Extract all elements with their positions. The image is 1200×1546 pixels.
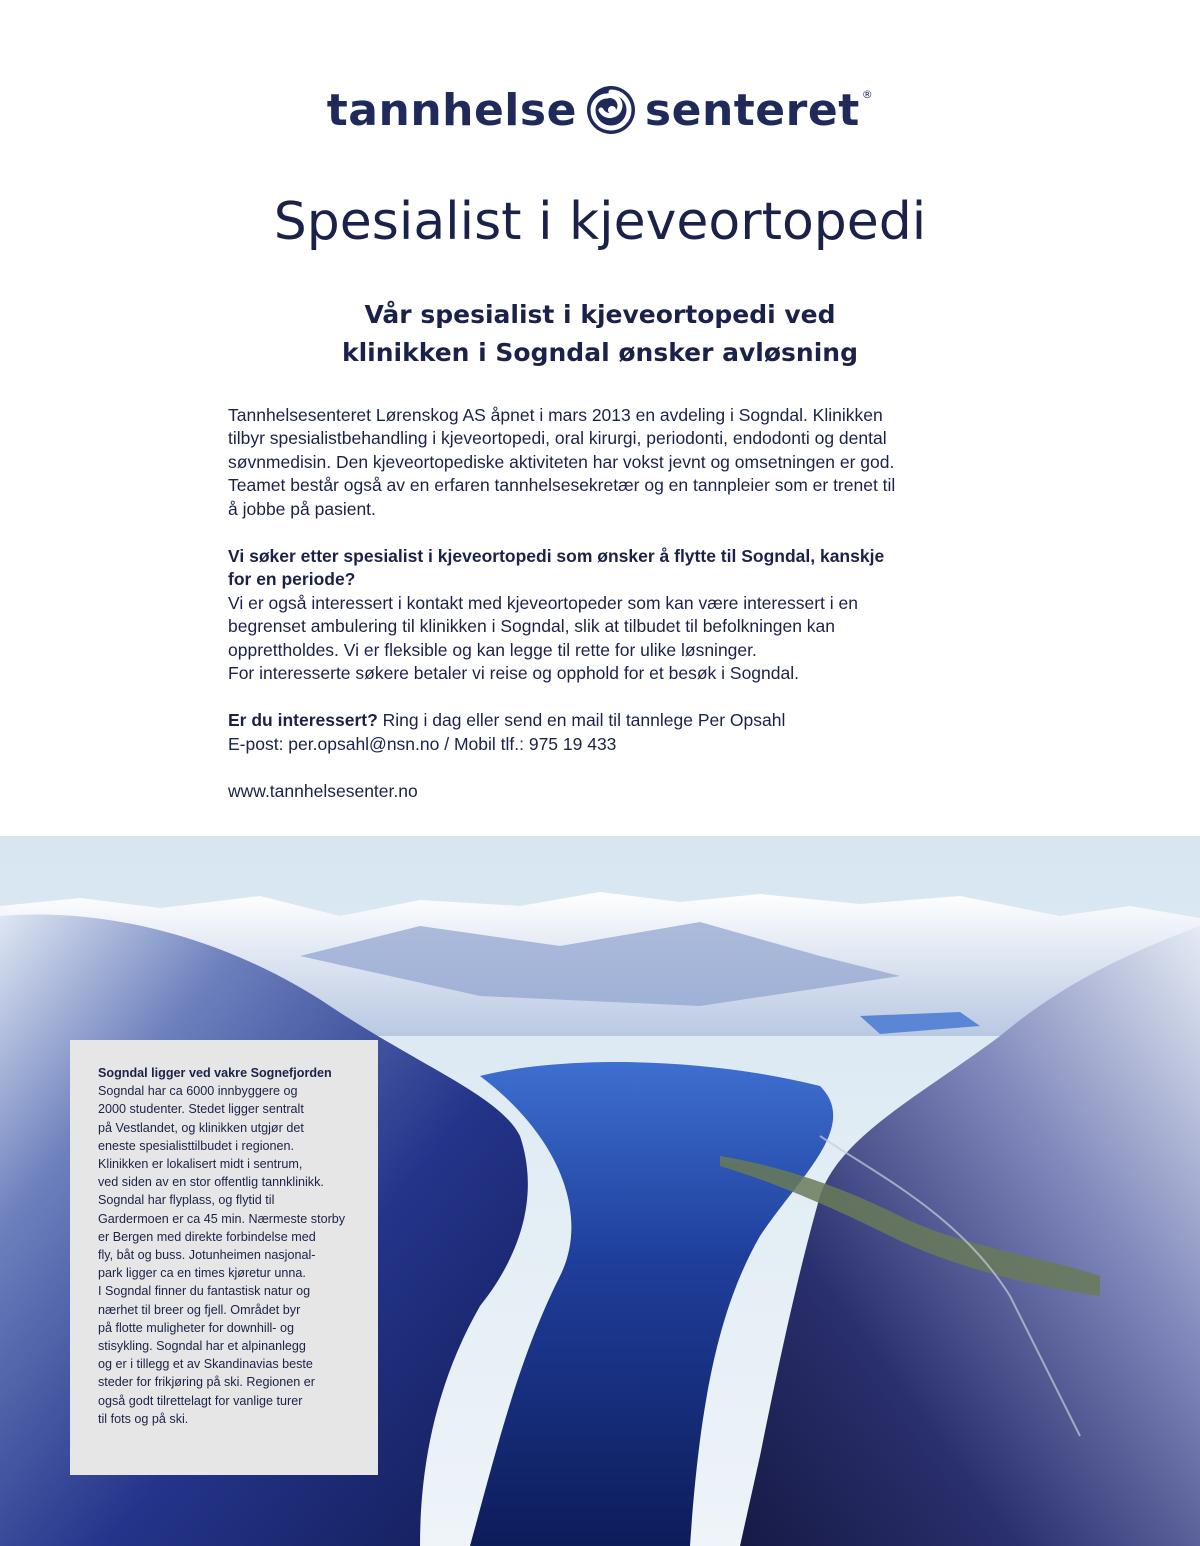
sidebar-line: Sogndal har ca 6000 innbyggere og	[98, 1084, 298, 1099]
text-line: tilbyr spesialistbehandling i kjeveortopedi, oral kirurgi, periodonti, endodonti og dental	[228, 428, 887, 449]
sidebar-line: eneste spesialisttilbudet i regionen.	[98, 1138, 295, 1153]
sidebar-heading: Sogndal ligger ved vakre Sognefjorden	[98, 1066, 332, 1080]
body-text	[228, 404, 988, 804]
text-line: opprettholdes. Vi er fleksible og kan legge til rette for ulike løsninger.	[228, 639, 757, 660]
sidebar-line: til fots og på ski.	[98, 1411, 189, 1426]
seeking-paragraph	[228, 545, 988, 685]
sidebar-line: Klinikken er lokalisert midt i sentrum,	[98, 1157, 303, 1172]
sidebar-line: stisykling. Sogndal har et alpinanlegg	[98, 1339, 306, 1354]
page-title: Spesialist i kjeveortopedi	[273, 192, 927, 252]
contact-question: Er du interessert?	[228, 710, 378, 731]
sidebar-line: på Vestlandet, og klinikken utgjør det	[98, 1120, 304, 1135]
sidebar-line: park ligger ca en times kjøretur unna.	[98, 1266, 306, 1281]
registered-mark: ®	[861, 88, 874, 101]
text-line: Tannhelsesenteret Lørenskog AS åpnet i mars 2013 en avdeling i Sogndal. Klinikken	[228, 405, 883, 425]
sogndal-info-box	[70, 1040, 378, 1475]
contact-details[interactable]: E-post: per.opsahl@nsn.no / Mobil tlf.: 975 19 433	[228, 733, 617, 754]
seeking-heading: Vi søker etter spesialist i kjeveortopedi som ønsker å flytte til Sogndal, kanskje	[228, 546, 885, 567]
text-line: Vi er også interessert i kontakt med kjeveortopeder som kan være interessert i en	[228, 592, 858, 613]
website-link[interactable]: www.tannhelsesenter.no	[228, 781, 418, 802]
sidebar-line: 2000 studenter. Stedet ligger sentralt	[98, 1102, 304, 1117]
text-line: å jobbe på pasient.	[228, 498, 376, 519]
logo-word-left: tannhelse	[326, 84, 577, 136]
sidebar-line: Gardermoen er ca 45 min. Nærmeste storby	[98, 1211, 346, 1226]
subtitle-line: Vår spesialist i kjeveortopedi ved	[364, 300, 836, 329]
sidebar-line: nærhet til breer og fjell. Området byr	[98, 1302, 301, 1317]
subtitle-line: klinikken i Sogndal ønsker avløsning	[341, 338, 858, 367]
sidebar-line: I Sogndal finner du fantastisk natur og	[98, 1284, 311, 1299]
contact-line	[228, 709, 988, 732]
contact-block	[228, 709, 988, 756]
sidebar-line: på flotte muligheter for downhill- og	[98, 1320, 295, 1335]
sidebar-line: Sogndal har flyplass, og flytid til	[98, 1193, 275, 1208]
sidebar-line: steder for frikjøring på ski. Regionen er	[98, 1375, 315, 1390]
sidebar-line: er Bergen med direkte forbindelse med	[98, 1229, 316, 1244]
text-line: begrenset ambulering til klinikken i Sogndal, slik at tilbudet til befolkningen kan	[228, 616, 836, 637]
intro-paragraph	[228, 404, 988, 521]
sidebar-line: og er i tillegg et av Skandinavias beste	[98, 1357, 313, 1372]
sidebar-line: også godt tilrettelagt for vanlige turer	[98, 1393, 303, 1408]
sidebar-line: ved siden av en stor offentlig tannklinikk.	[98, 1175, 324, 1190]
text-line: Teamet består også av en erfaren tannhelsesekretær og en tannpleier som er trenet til	[228, 475, 896, 496]
text-line: For interesserte søkere betaler vi reise og opphold for et besøk i Sogndal.	[228, 663, 799, 684]
seeking-heading: for en periode?	[228, 569, 356, 590]
logo-word-right: senteret	[644, 84, 860, 136]
swirl-logo-icon	[585, 84, 637, 136]
sidebar-line: fly, båt og buss. Jotunheimen nasjonal-	[98, 1248, 316, 1263]
page-subtitle	[0, 296, 1200, 372]
contact-text: Ring i dag eller send en mail til tannlege Per Opsahl	[377, 710, 786, 731]
brand-logo	[0, 84, 1200, 136]
text-line: søvnmedisin. Den kjeveortopediske aktiviteten har vokst jevnt og omsetningen er god.	[228, 451, 895, 472]
